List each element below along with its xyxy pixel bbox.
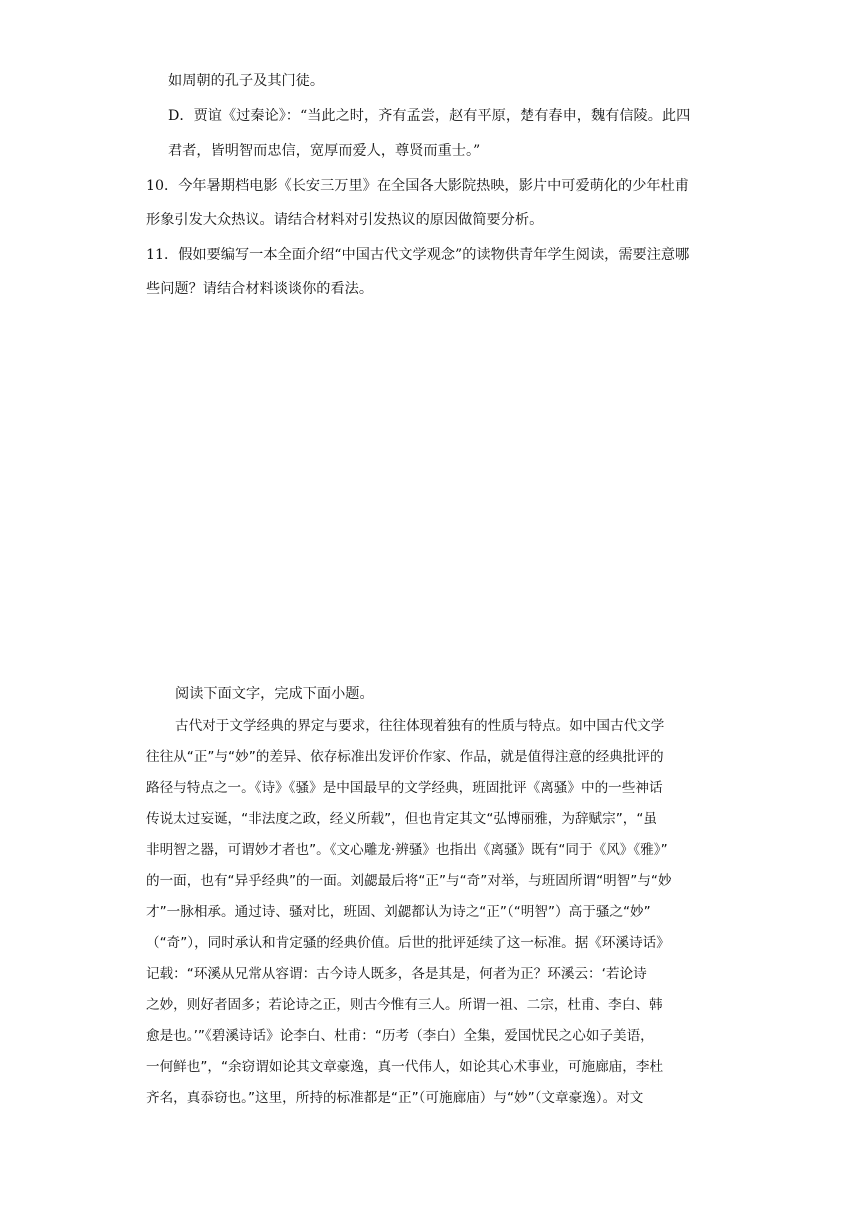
passage-line-9: 记载：“环溪从兄常从容谓：古今诗人既多，各是其是，何者为正？环溪云：‘若论诗 <box>146 966 647 982</box>
passage-line-4: 传说太过妄诞，“非法度之政，经义所载”，但也肯定其文“弘博丽雅，为辞赋宗”，“虽 <box>146 811 657 827</box>
question-11-line-1: 11．假如要编写一本全面介绍“中国古代文学观念”的读物供青年学生阅读，需要注意哪 <box>146 247 690 263</box>
question-10-line-1: 10．今年暑期档电影《长安三万里》在全国各大影院热映，影片中可爱萌化的少年杜甫 <box>146 178 689 194</box>
passage-line-10: 之妙，则好者固多；若论诗之正，则古今惟有三人。所谓一祖、二宗，杜甫、李白、韩 <box>146 997 663 1013</box>
passage-line-12: 一何鲜也”，“余窃谓如论其文章豪逸，真一代伟人，如论其心术事业，可施廊庙，李杜 <box>146 1059 664 1075</box>
passage-line-6: 的一面，也有“异乎经典”的一面。刘勰最后将“正”与“奇”对举，与班固所谓“明智”与“妙 <box>146 873 672 889</box>
passage-line-2: 往往从“正”与“妙”的差异、依存标准出发评价作家、作品，就是值得注意的经典批评的 <box>146 749 664 765</box>
passage-line-1: 古代对于文学经典的界定与要求，往往体现着独有的性质与特点。如中国古代文学 <box>175 718 665 734</box>
passage-line-13: 齐名，真忝窃也。”这里，所持的标准都是“正”（可施廊庙）与“妙”（文章豪逸）。对文 <box>146 1090 644 1106</box>
reading-instruction: 阅读下面文字，完成下面小题。 <box>175 686 374 702</box>
passage-line-8: （“奇”），同时承认和肯定骚的经典价值。后世的批评延续了这一标准。据《环溪诗话》 <box>146 935 670 951</box>
question-10-line-2: 形象引发大众热议。请结合材料对引发热议的原因做简要分析。 <box>146 212 544 228</box>
option-c-continuation: 如周朝的孔子及其门徒。 <box>168 73 325 89</box>
passage-line-3: 路径与特点之一。《诗》《骚》是中国最早的文学经典，班固批评《离骚》中的一些神话 <box>146 780 663 796</box>
passage-line-11: 愈是也。’”《碧溪诗话》论李白、杜甫：“历考（李白）全集，爱国忧民之心如子美语， <box>146 1028 654 1044</box>
option-d-line-2: 君者，皆明智而忠信，宽厚而爱人，尊贤而重士。” <box>168 143 481 159</box>
question-11-line-2: 些问题？请结合材料谈谈你的看法。 <box>146 281 374 297</box>
passage-line-7: 才”一脉相承。通过诗、骚对比，班固、刘勰都认为诗之“正”（“明智”）高于骚之“妙” <box>146 904 651 920</box>
passage-line-5: 非明智之器，可谓妙才者也”。《文心雕龙·辨骚》也指出《离骚》既有“同于《风》《雅》” <box>146 842 668 858</box>
option-d-line-1: D．贾谊《过秦论》：“当此之时，齐有孟尝，赵有平原，楚有春申，魏有信陵。此四 <box>168 108 691 124</box>
